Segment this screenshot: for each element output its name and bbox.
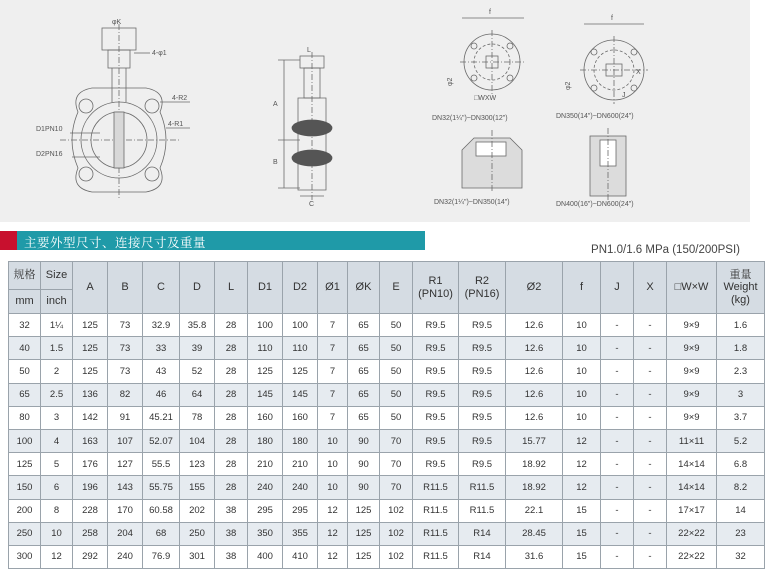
cell-weight: 5.2 <box>717 429 765 452</box>
cell-phik: 90 <box>348 429 380 452</box>
header-j: J <box>601 262 634 314</box>
cell-mm: 40 <box>9 337 41 360</box>
cell-e: 50 <box>380 383 413 406</box>
top-view-small-drawing <box>460 18 524 94</box>
label-f-large: f <box>611 15 613 22</box>
cell-x: - <box>634 314 667 337</box>
cell-r2: R9.5 <box>459 314 506 337</box>
cell-phik: 90 <box>348 476 380 499</box>
cell-inch: 1.5 <box>41 337 73 360</box>
cell-r1: R9.5 <box>413 314 459 337</box>
label-4-r1: 4-R1 <box>168 121 184 128</box>
header-weight <box>717 262 765 314</box>
cell-mm: 100 <box>9 429 41 452</box>
cell-f: 10 <box>563 314 601 337</box>
cell-mm: 65 <box>9 383 41 406</box>
cell-weight: 32 <box>717 545 765 568</box>
cell-mm: 125 <box>9 453 41 476</box>
cell-r2: R9.5 <box>459 453 506 476</box>
cell-phi1: 7 <box>318 360 348 383</box>
cell-inch: 1¼ <box>41 314 73 337</box>
cell-r2: R9.5 <box>459 429 506 452</box>
cell-j: - <box>601 360 634 383</box>
cell-phi1: 12 <box>318 499 348 522</box>
cell-d: 39 <box>180 337 215 360</box>
cell-l: 38 <box>215 522 248 545</box>
label-4-phi1: 4-φ1 <box>152 50 167 57</box>
cell-phi1: 7 <box>318 314 348 337</box>
cell-weight: 1.6 <box>717 314 765 337</box>
cell-r1: R9.5 <box>413 337 459 360</box>
cell-j: - <box>601 383 634 406</box>
cell-weight: 23 <box>717 522 765 545</box>
cell-f: 15 <box>563 499 601 522</box>
header-r1 <box>413 262 459 314</box>
cell-c: 46 <box>143 383 180 406</box>
cell-phik: 65 <box>348 383 380 406</box>
cell-d1: 295 <box>248 499 283 522</box>
cell-d: 35.8 <box>180 314 215 337</box>
cell-d2: 110 <box>283 337 318 360</box>
cell-phik: 65 <box>348 406 380 429</box>
cell-b: 143 <box>108 476 143 499</box>
cell-a: 196 <box>73 476 108 499</box>
table-row <box>9 406 765 429</box>
cell-phi1: 10 <box>318 429 348 452</box>
cell-r1: R9.5 <box>413 360 459 383</box>
cell-a: 292 <box>73 545 108 568</box>
cell-e: 102 <box>380 499 413 522</box>
cell-r2: R9.5 <box>459 406 506 429</box>
cell-e: 50 <box>380 360 413 383</box>
drawings-svg <box>0 0 750 222</box>
cell-d2: 355 <box>283 522 318 545</box>
cell-l: 28 <box>215 476 248 499</box>
cell-phi2: 31.6 <box>506 545 563 568</box>
cell-weight: 2.3 <box>717 360 765 383</box>
cell-e: 102 <box>380 522 413 545</box>
cell-d2: 145 <box>283 383 318 406</box>
cell-phik: 125 <box>348 545 380 568</box>
label-range-stem-small: DN32(1¼")~DN350(14") <box>434 199 510 206</box>
cell-l: 28 <box>215 429 248 452</box>
cell-mm: 250 <box>9 522 41 545</box>
label-f-small: f <box>489 9 491 16</box>
cell-phi2: 28.45 <box>506 522 563 545</box>
cell-l: 38 <box>215 499 248 522</box>
cell-d1: 125 <box>248 360 283 383</box>
cell-phi2: 18.92 <box>506 453 563 476</box>
cell-x: - <box>634 360 667 383</box>
cell-phi2: 22.1 <box>506 499 563 522</box>
table-row <box>9 522 765 545</box>
header-r2-line2: (PN16) <box>464 287 500 300</box>
cell-e: 50 <box>380 337 413 360</box>
cell-d1: 100 <box>248 314 283 337</box>
cell-a: 125 <box>73 314 108 337</box>
header-c: C <box>143 262 180 314</box>
table-row <box>9 453 765 476</box>
cell-phi2: 12.6 <box>506 337 563 360</box>
header-e: E <box>380 262 413 314</box>
section-title: 主要外型尺寸、连接尺寸及重量 <box>24 235 207 250</box>
cell-j: - <box>601 337 634 360</box>
cell-d1: 180 <box>248 429 283 452</box>
cell-wxw: 14×14 <box>667 453 717 476</box>
technical-drawings <box>0 0 750 222</box>
header-b: B <box>108 262 143 314</box>
cell-r1: R11.5 <box>413 476 459 499</box>
table-row <box>9 476 765 499</box>
header-wxw: □W×W <box>667 262 717 314</box>
label-range-stem-large: DN400(16")~DN600(24") <box>556 201 634 208</box>
cell-a: 176 <box>73 453 108 476</box>
cell-phi1: 10 <box>318 453 348 476</box>
cell-x: - <box>634 453 667 476</box>
cell-phi1: 12 <box>318 545 348 568</box>
cell-weight: 8.2 <box>717 476 765 499</box>
cell-j: - <box>601 545 634 568</box>
cell-l: 38 <box>215 545 248 568</box>
cell-d2: 210 <box>283 453 318 476</box>
cell-d: 250 <box>180 522 215 545</box>
cell-e: 70 <box>380 476 413 499</box>
header-r1-line2: (PN10) <box>418 287 453 300</box>
header-weight-line1: 重量 <box>729 268 752 281</box>
cell-c: 55.5 <box>143 453 180 476</box>
label-range-large: DN350(14")~DN600(24") <box>556 113 634 120</box>
cell-d2: 410 <box>283 545 318 568</box>
cell-x: - <box>634 406 667 429</box>
cell-f: 10 <box>563 383 601 406</box>
cell-j: - <box>601 453 634 476</box>
section-accent-block <box>0 231 17 250</box>
header-r2 <box>459 262 506 314</box>
cell-d1: 110 <box>248 337 283 360</box>
label-d2: D2PN16 <box>36 151 63 158</box>
cell-inch: 2.5 <box>41 383 73 406</box>
cell-wxw: 9×9 <box>667 314 717 337</box>
cell-wxw: 14×14 <box>667 476 717 499</box>
cell-wxw: 17×17 <box>667 499 717 522</box>
table-row <box>9 314 765 337</box>
cell-c: 32.9 <box>143 314 180 337</box>
cell-f: 12 <box>563 429 601 452</box>
cell-f: 12 <box>563 453 601 476</box>
cell-inch: 4 <box>41 429 73 452</box>
label-phi2-small: φ2 <box>447 77 454 86</box>
header-d2: D2 <box>283 262 318 314</box>
cell-d1: 160 <box>248 406 283 429</box>
section-header-bar <box>0 231 425 250</box>
cell-d2: 125 <box>283 360 318 383</box>
cell-d2: 240 <box>283 476 318 499</box>
cell-a: 228 <box>73 499 108 522</box>
cell-r1: R11.5 <box>413 545 459 568</box>
cell-f: 12 <box>563 476 601 499</box>
header-r1-line1: R1 <box>428 274 443 287</box>
cell-wxw: 11×11 <box>667 429 717 452</box>
cell-phi2: 12.6 <box>506 360 563 383</box>
cell-phik: 90 <box>348 453 380 476</box>
cell-b: 73 <box>108 337 143 360</box>
header-inch: inch <box>41 290 73 314</box>
cell-r2: R14 <box>459 545 506 568</box>
cell-b: 107 <box>108 429 143 452</box>
cell-phik: 65 <box>348 337 380 360</box>
cell-phi1: 7 <box>318 406 348 429</box>
cell-r2: R11.5 <box>459 499 506 522</box>
cell-j: - <box>601 499 634 522</box>
cell-j: - <box>601 314 634 337</box>
cell-b: 91 <box>108 406 143 429</box>
label-c: C <box>309 201 315 208</box>
cell-d: 155 <box>180 476 215 499</box>
cell-r2: R9.5 <box>459 383 506 406</box>
header-phi2: Ø2 <box>506 262 563 314</box>
cell-a: 258 <box>73 522 108 545</box>
header-a: A <box>73 262 108 314</box>
cell-f: 15 <box>563 545 601 568</box>
cell-l: 28 <box>215 383 248 406</box>
cell-e: 70 <box>380 429 413 452</box>
cell-phi1: 7 <box>318 383 348 406</box>
cell-inch: 12 <box>41 545 73 568</box>
cell-a: 125 <box>73 337 108 360</box>
cell-x: - <box>634 476 667 499</box>
header-x: X <box>634 262 667 314</box>
cell-x: - <box>634 545 667 568</box>
cell-d2: 100 <box>283 314 318 337</box>
cell-b: 204 <box>108 522 143 545</box>
cell-phi2: 12.6 <box>506 406 563 429</box>
cell-phi1: 10 <box>318 476 348 499</box>
cell-weight: 3 <box>717 383 765 406</box>
cell-c: 45.21 <box>143 406 180 429</box>
cell-mm: 50 <box>9 360 41 383</box>
cell-d: 104 <box>180 429 215 452</box>
cell-l: 28 <box>215 314 248 337</box>
cell-c: 55.75 <box>143 476 180 499</box>
cell-a: 142 <box>73 406 108 429</box>
label-d1: D1PN10 <box>36 126 63 133</box>
cell-l: 28 <box>215 337 248 360</box>
cell-d: 78 <box>180 406 215 429</box>
cell-phik: 125 <box>348 522 380 545</box>
cell-b: 82 <box>108 383 143 406</box>
cell-a: 136 <box>73 383 108 406</box>
cell-b: 240 <box>108 545 143 568</box>
cell-phi2: 15.77 <box>506 429 563 452</box>
cell-c: 60.58 <box>143 499 180 522</box>
cell-x: - <box>634 383 667 406</box>
cell-r1: R9.5 <box>413 406 459 429</box>
cell-d: 301 <box>180 545 215 568</box>
label-4-r2: 4-R2 <box>172 95 188 102</box>
cell-a: 125 <box>73 360 108 383</box>
cell-phi2: 12.6 <box>506 314 563 337</box>
cell-mm: 32 <box>9 314 41 337</box>
header-f: f <box>563 262 601 314</box>
cell-d: 123 <box>180 453 215 476</box>
cell-e: 102 <box>380 545 413 568</box>
cell-a: 163 <box>73 429 108 452</box>
header-phi1: Ø1 <box>318 262 348 314</box>
cell-x: - <box>634 429 667 452</box>
cell-mm: 200 <box>9 499 41 522</box>
cell-d1: 145 <box>248 383 283 406</box>
label-j-large: J <box>622 92 626 99</box>
spec-table <box>8 261 765 569</box>
cell-phik: 125 <box>348 499 380 522</box>
cell-wxw: 22×22 <box>667 522 717 545</box>
side-view-drawing <box>278 52 332 200</box>
cell-phi1: 12 <box>318 522 348 545</box>
cell-c: 52.07 <box>143 429 180 452</box>
cell-d1: 240 <box>248 476 283 499</box>
label-x-large: X <box>636 69 641 76</box>
header-r2-line1: R2 <box>474 274 490 287</box>
cell-phi2: 12.6 <box>506 383 563 406</box>
cell-l: 28 <box>215 360 248 383</box>
cell-r2: R9.5 <box>459 337 506 360</box>
header-phik: ØK <box>348 262 380 314</box>
cell-r2: R11.5 <box>459 476 506 499</box>
cell-b: 127 <box>108 453 143 476</box>
label-square-small: □WXW <box>474 95 497 102</box>
header-mm: mm <box>9 290 41 314</box>
cell-d2: 180 <box>283 429 318 452</box>
table-row <box>9 383 765 406</box>
cell-inch: 10 <box>41 522 73 545</box>
cell-e: 50 <box>380 314 413 337</box>
spec-table-body <box>9 314 765 569</box>
cell-x: - <box>634 499 667 522</box>
table-row <box>9 499 765 522</box>
stem-small-drawing <box>462 130 522 192</box>
cell-r2: R9.5 <box>459 360 506 383</box>
header-l: L <box>215 262 248 314</box>
cell-r1: R11.5 <box>413 499 459 522</box>
cell-b: 73 <box>108 360 143 383</box>
cell-b: 73 <box>108 314 143 337</box>
cell-inch: 2 <box>41 360 73 383</box>
cell-d2: 295 <box>283 499 318 522</box>
cell-f: 15 <box>563 522 601 545</box>
cell-mm: 150 <box>9 476 41 499</box>
cell-mm: 300 <box>9 545 41 568</box>
cell-wxw: 9×9 <box>667 406 717 429</box>
label-phi2-large: φ2 <box>565 81 572 90</box>
cell-c: 68 <box>143 522 180 545</box>
cell-phik: 65 <box>348 360 380 383</box>
cell-phi2: 18.92 <box>506 476 563 499</box>
cell-r1: R9.5 <box>413 383 459 406</box>
cell-d2: 160 <box>283 406 318 429</box>
cell-wxw: 22×22 <box>667 545 717 568</box>
header-weight-line2: Weight <box>723 281 758 294</box>
cell-weight: 3.7 <box>717 406 765 429</box>
cell-c: 76.9 <box>143 545 180 568</box>
pressure-rating: PN1.0/1.6 MPa (150/200PSI) <box>591 244 740 256</box>
cell-b: 170 <box>108 499 143 522</box>
cell-weight: 14 <box>717 499 765 522</box>
table-row <box>9 545 765 568</box>
cell-d: 64 <box>180 383 215 406</box>
table-row <box>9 337 765 360</box>
cell-phi1: 7 <box>318 337 348 360</box>
cell-e: 50 <box>380 406 413 429</box>
cell-r2: R14 <box>459 522 506 545</box>
cell-c: 43 <box>143 360 180 383</box>
label-phik: φK <box>112 19 122 26</box>
cell-f: 10 <box>563 337 601 360</box>
cell-inch: 6 <box>41 476 73 499</box>
cell-inch: 5 <box>41 453 73 476</box>
cell-j: - <box>601 406 634 429</box>
cell-x: - <box>634 522 667 545</box>
cell-d: 52 <box>180 360 215 383</box>
cell-mm: 80 <box>9 406 41 429</box>
stem-large-drawing <box>590 128 626 200</box>
cell-l: 28 <box>215 406 248 429</box>
front-view-drawing <box>60 24 190 200</box>
cell-wxw: 9×9 <box>667 383 717 406</box>
cell-d: 202 <box>180 499 215 522</box>
cell-f: 10 <box>563 360 601 383</box>
cell-r1: R9.5 <box>413 429 459 452</box>
cell-j: - <box>601 522 634 545</box>
cell-wxw: 9×9 <box>667 360 717 383</box>
cell-d1: 400 <box>248 545 283 568</box>
top-view-large-drawing <box>580 24 648 104</box>
header-d1: D1 <box>248 262 283 314</box>
cell-wxw: 9×9 <box>667 337 717 360</box>
cell-weight: 1.8 <box>717 337 765 360</box>
header-d: D <box>180 262 215 314</box>
cell-d1: 210 <box>248 453 283 476</box>
label-b: B <box>273 159 278 166</box>
cell-d1: 350 <box>248 522 283 545</box>
table-row <box>9 360 765 383</box>
cell-inch: 8 <box>41 499 73 522</box>
label-l: L <box>307 47 311 54</box>
cell-f: 10 <box>563 406 601 429</box>
cell-inch: 3 <box>41 406 73 429</box>
cell-j: - <box>601 476 634 499</box>
cell-l: 28 <box>215 453 248 476</box>
cell-c: 33 <box>143 337 180 360</box>
label-a: A <box>273 101 278 108</box>
cell-e: 70 <box>380 453 413 476</box>
cell-weight: 6.8 <box>717 453 765 476</box>
cell-x: - <box>634 337 667 360</box>
header-weight-line3: (kg) <box>731 293 750 306</box>
cell-phik: 65 <box>348 314 380 337</box>
cell-j: - <box>601 429 634 452</box>
table-row <box>9 429 765 452</box>
header-size: Size <box>41 262 73 290</box>
header-spec: 规格 <box>9 262 41 290</box>
cell-r1: R11.5 <box>413 522 459 545</box>
label-range-small: DN32(1¼")~DN300(12") <box>432 115 508 122</box>
cell-r1: R9.5 <box>413 453 459 476</box>
